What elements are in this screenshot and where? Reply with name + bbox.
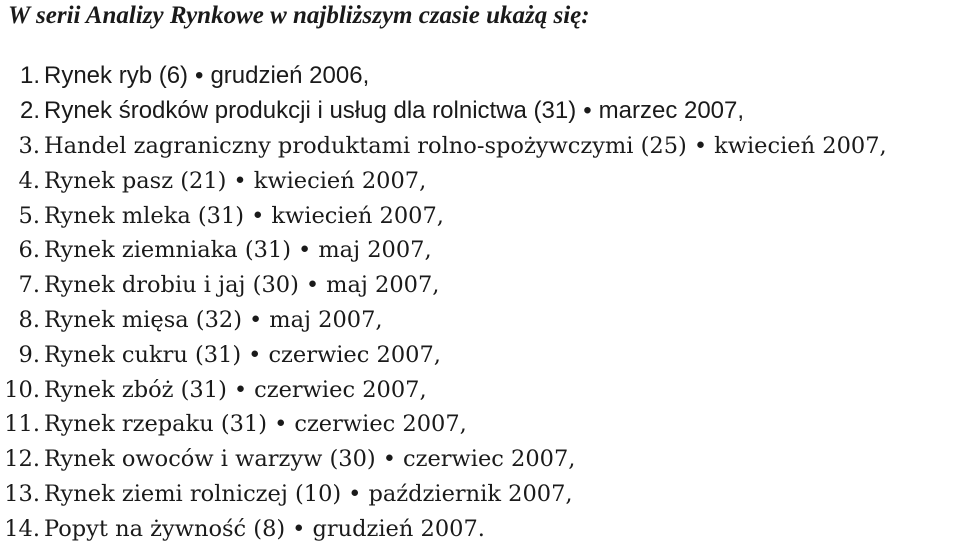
item-title: Rynek ryb (6)	[44, 62, 189, 90]
section-heading: W serii Analizy Rynkowe w najbliższym czasie ukażą się:	[8, 2, 590, 29]
publication-list	[0, 59, 887, 546]
bullet-separator: •	[305, 272, 320, 299]
bullet-separator: •	[274, 411, 288, 438]
list-item	[0, 442, 887, 477]
bullet-separator: •	[195, 62, 204, 90]
item-number: 2.	[19, 97, 40, 125]
bullet-separator: •	[233, 167, 247, 194]
item-title: Rynek zbóż (31)	[44, 376, 227, 403]
item-title: Rynek rzepaku (31)	[44, 411, 268, 438]
bullet-separator: •	[298, 237, 312, 264]
list-item	[0, 233, 887, 268]
list-item	[0, 94, 887, 129]
bullet-separator: •	[248, 341, 262, 368]
bullet-separator: •	[583, 97, 592, 125]
item-number: 14.	[4, 515, 40, 542]
item-number: 3.	[18, 132, 40, 159]
item-number: 13.	[4, 480, 40, 507]
item-title: Handel zagraniczny produktami rolno-spożywczymi (25)	[44, 132, 687, 159]
item-date: grudzień 2007.	[312, 515, 485, 542]
item-number: 6.	[18, 237, 40, 264]
item-title: Rynek ziemniaka (31)	[44, 237, 292, 264]
list-item	[0, 268, 887, 303]
item-date: czerwiec 2007,	[254, 376, 427, 403]
item-date: maj 2007,	[326, 272, 440, 299]
item-date: czerwiec 2007,	[268, 341, 441, 368]
item-title: Rynek owoców i warzyw (30)	[44, 446, 376, 473]
item-number: 10.	[4, 376, 40, 403]
item-date: grudzień 2006,	[210, 62, 370, 90]
bullet-separator: •	[292, 515, 306, 542]
item-date: maj 2007,	[318, 237, 432, 264]
list-item	[0, 337, 887, 372]
item-title: Rynek drobiu i jaj (30)	[44, 272, 299, 299]
item-date: kwiecień 2007,	[253, 167, 427, 194]
item-title: Rynek środków produkcji i usług dla rolnictwa (31)	[44, 97, 577, 125]
list-item	[0, 129, 887, 164]
list-item	[0, 303, 887, 338]
list-item	[0, 511, 887, 546]
bullet-separator: •	[348, 480, 362, 507]
item-title: Rynek mięsa (32)	[44, 306, 242, 333]
item-number: 9.	[18, 341, 40, 368]
item-date: czerwiec 2007,	[294, 411, 467, 438]
item-date: kwiecień 2007,	[714, 132, 887, 159]
bullet-separator: •	[249, 306, 263, 333]
list-item	[0, 59, 887, 94]
list-item	[0, 372, 887, 407]
item-title: Rynek ziemi rolniczej (10)	[44, 480, 342, 507]
item-number: 7.	[18, 272, 40, 299]
item-number: 5.	[18, 202, 40, 229]
item-date: maj 2007,	[269, 306, 383, 333]
item-number: 1.	[19, 62, 40, 90]
item-date: październik 2007,	[368, 480, 573, 507]
item-date: kwiecień 2007,	[271, 202, 444, 229]
list-item	[0, 477, 887, 512]
list-item	[0, 198, 887, 233]
item-number: 4.	[18, 167, 40, 194]
bullet-separator: •	[251, 202, 265, 229]
bullet-separator: •	[693, 132, 708, 159]
item-date: czerwiec 2007,	[402, 446, 576, 473]
item-title: Rynek mleka (31)	[44, 202, 245, 229]
list-item	[0, 163, 887, 198]
item-title: Popyt na żywność (8)	[44, 515, 286, 542]
item-number: 8.	[18, 306, 40, 333]
item-number: 11.	[4, 411, 40, 438]
item-title: Rynek pasz (21)	[44, 167, 227, 194]
item-title: Rynek cukru (31)	[44, 341, 242, 368]
list-item	[0, 407, 887, 442]
bullet-separator: •	[233, 376, 248, 403]
item-number: 12.	[4, 446, 40, 473]
item-date: marzec 2007,	[598, 97, 745, 125]
bullet-separator: •	[382, 446, 396, 473]
